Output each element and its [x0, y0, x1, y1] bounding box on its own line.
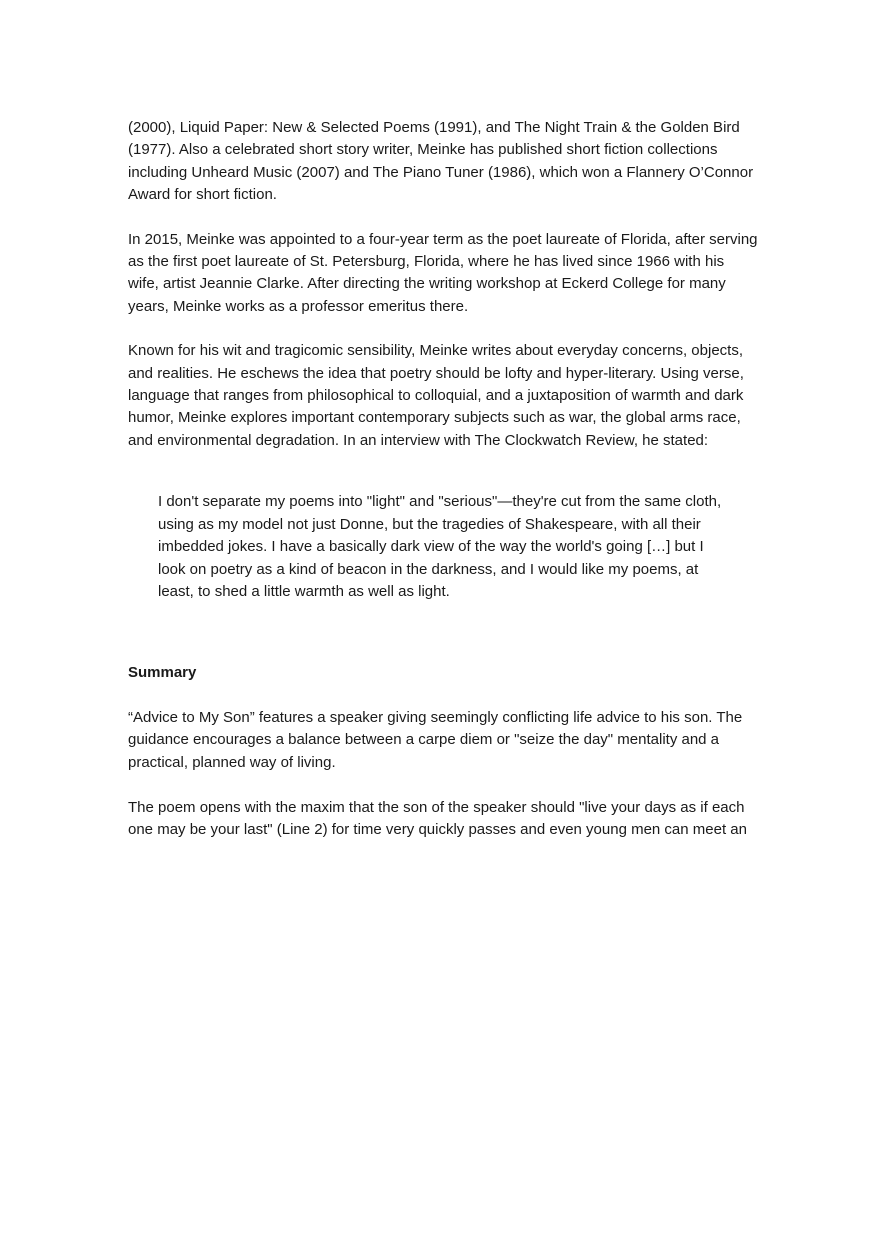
- bio-paragraph-publications: (2000), Liquid Paper: New & Selected Poems (1991), and The Night Train & the Golden Bird (1977). Also a celebrated short story writer, Meinke has published short fiction collections including Unheard Music (2007) and The Piano Tuner (1986), which won a Flannery O’Connor Award for short fiction.: [128, 119, 754, 204]
- summary-paragraph-opening: The poem opens with the maxim that the son of the speaker should "live your days as if each one may be your last" (Line 2) for time very quickly passes and even young men can meet an: [128, 798, 747, 839]
- summary-heading: Summary: [128, 664, 197, 682]
- document-page: [128, 117, 758, 842]
- bio-paragraph-style: Known for his wit and tragicomic sensibility, Meinke writes about everyday concerns, objects, and realities. He eschews the idea that poetry should be lofty and hyper-literary. Using verse, language that ranges from philosophical to colloquial, and a juxtaposition of warmth and dark humor, Meinke explores important contemporary subjects such as war, the global arms race, and environmental degradation. In an interview with The Clockwatch Review, he stated:: [128, 342, 744, 449]
- interview-block-quote: I don't separate my poems into "light" and "serious"—they're cut from the same cloth, using as my model not just Donne, but the tragedies of Shakespeare, with all their imbedded jokes. I have a basically dark view of the way the world's going […] but I look on poetry as a kind of beacon in the darkness, and I would like my poems, at least, to shed a little warmth as well as light.: [158, 493, 722, 600]
- bio-paragraph-laureate: In 2015, Meinke was appointed to a four-year term as the poet laureate of Florida, after serving as the first poet laureate of St. Petersburg, Florida, where he has lived since 1966 with his wife, artist Jeannie Clarke. After directing the writing workshop at Eckerd College for many years, Meinke works as a professor emeritus there.: [128, 230, 758, 315]
- summary-paragraph-intro: “Advice to My Son” features a speaker giving seemingly conflicting life advice to his son. The guidance encourages a balance between a carpe diem or "seize the day" mentality and a practical, planned way of living.: [128, 708, 743, 771]
